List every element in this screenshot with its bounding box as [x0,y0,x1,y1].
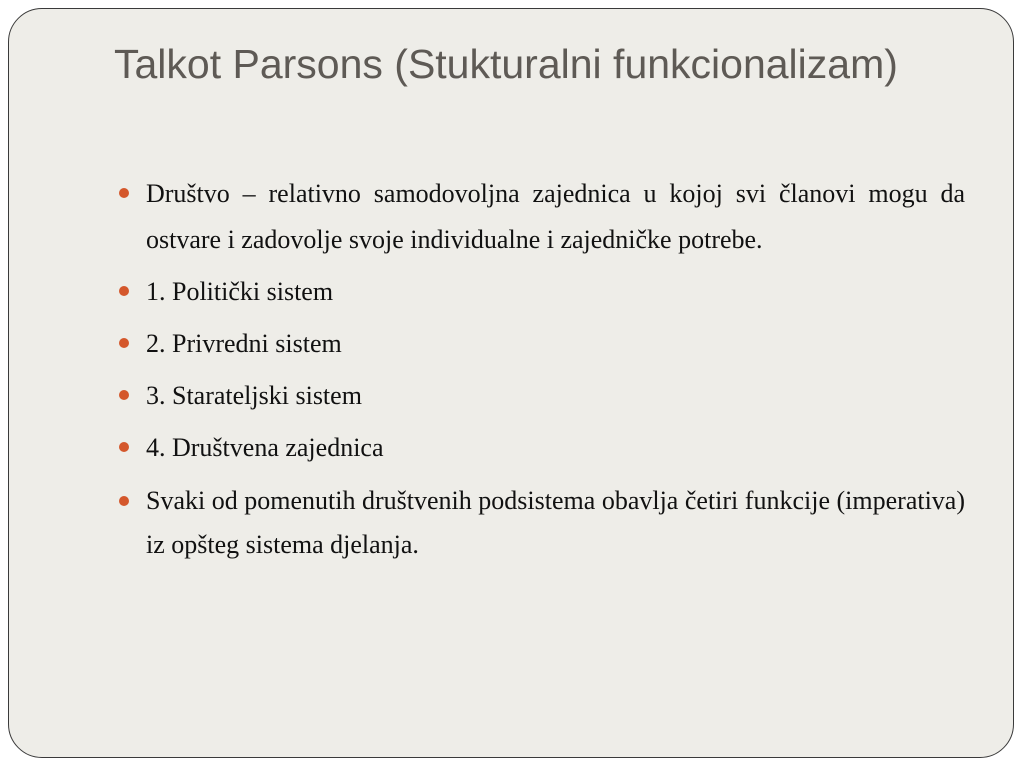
list-item [116,269,965,315]
bullet-icon [119,442,129,452]
bullet-icon [119,338,129,348]
bullet-icon [119,286,129,296]
bullet-icon [119,188,129,198]
list-item [116,425,965,471]
list-item-text: Društvo – relativno samodovoljna zajednica u kojoj svi članovi mogu da ostvare i zadovolje svoje individualne i zajedničke potrebe. [146,179,965,254]
list-item [116,479,965,567]
slide [8,8,1014,758]
list-item-text: 3. Starateljski sistem [146,381,362,410]
list-item [116,321,965,367]
list-item-text: Svaki od pomenutih društvenih podsistema obavlja četiri funkcije (imperativa) iz opšteg sistema djelanja. [146,486,965,559]
bullet-icon [119,390,129,400]
slide-title: Talkot Parsons (Stukturalni funkcionalizam) [114,41,898,87]
list-item-text: 2. Privredni sistem [146,329,342,358]
list-item [116,373,965,419]
list-item-text: 4. Društvena zajednica [146,433,384,462]
bullet-list [116,171,965,567]
list-item [116,171,965,263]
list-item-text: 1. Politički sistem [146,277,334,306]
bullet-icon [119,496,129,506]
